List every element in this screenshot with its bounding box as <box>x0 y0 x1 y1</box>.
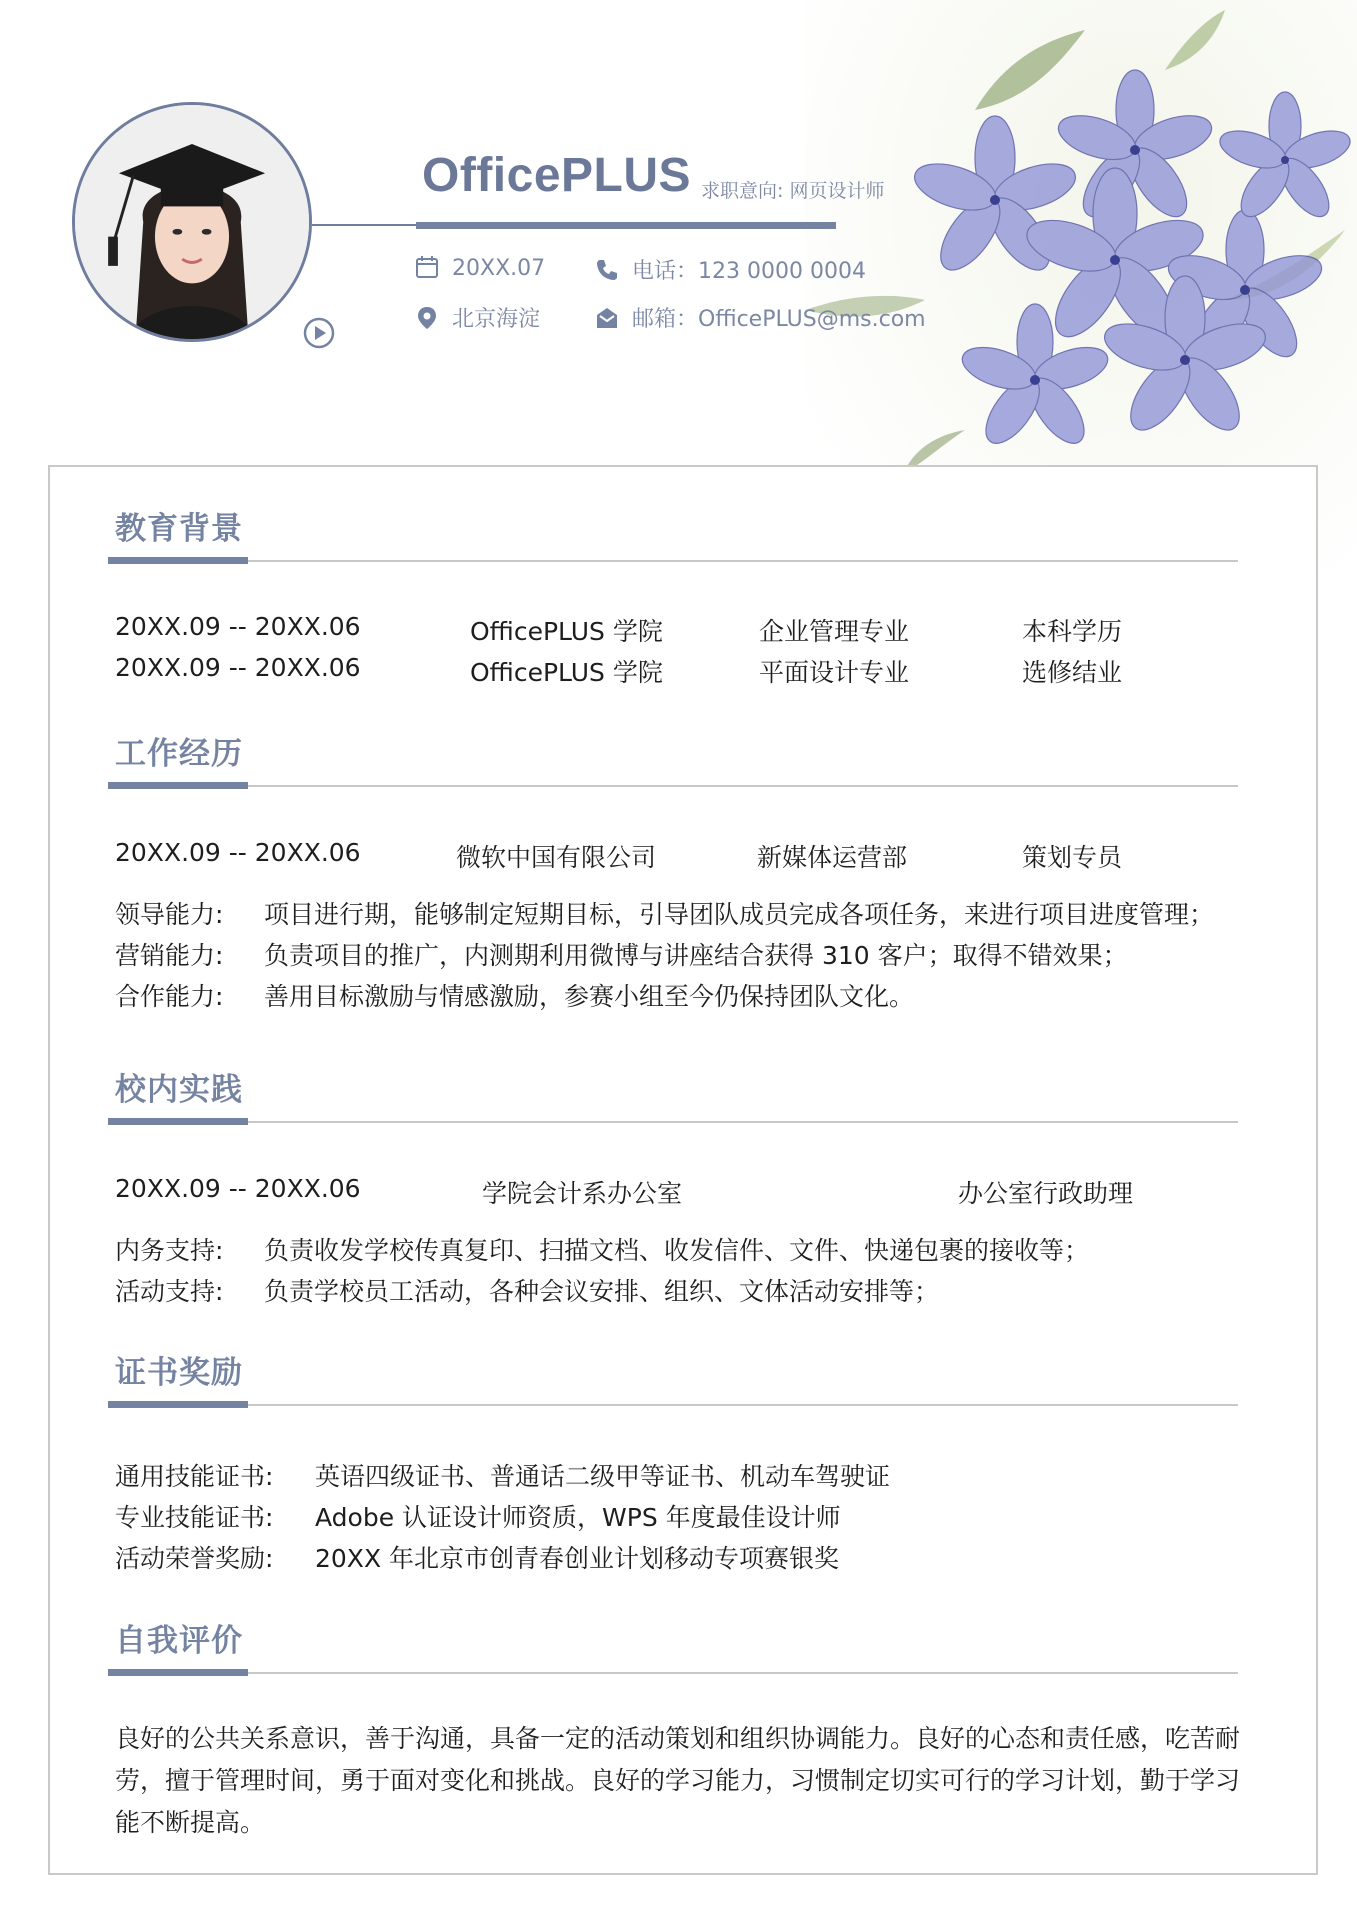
section-bar <box>108 1118 248 1125</box>
section-divider <box>248 1672 1238 1674</box>
phone-info <box>594 254 866 285</box>
work-position: 策划专员 <box>1022 843 1123 872</box>
cert-label: 通用技能证书: <box>115 1462 274 1491</box>
candidate-name: OfficePLUS <box>422 149 692 202</box>
location-pin-icon <box>414 305 440 331</box>
mail-icon <box>594 305 620 331</box>
work-period: 20XX.09 -- 20XX.06 <box>115 838 361 867</box>
campus-position: 办公室行政助理 <box>958 1179 1134 1208</box>
section-divider <box>248 1404 1238 1406</box>
profile-photo <box>72 102 312 342</box>
email-info <box>594 302 926 333</box>
location-value: 北京海淀 <box>452 307 541 332</box>
section-bar <box>108 1669 248 1676</box>
work-company: 微软中国有限公司 <box>456 843 657 872</box>
section-divider <box>248 785 1238 787</box>
work-item-text: 善用目标激励与情感激励，参赛小组至今仍保持团队文化。 <box>264 982 915 1011</box>
section-title-self: 自我评价 <box>115 1623 243 1659</box>
birth-date-value: 20XX.07 <box>452 256 546 281</box>
section-title-certs: 证书奖励 <box>115 1355 243 1391</box>
campus-item-label: 活动支持: <box>115 1277 224 1306</box>
section-bar <box>108 782 248 789</box>
work-item-label: 营销能力: <box>115 941 224 970</box>
edu-degree: 本科学历 <box>1022 617 1123 646</box>
phone-value: 电话：123 0000 0004 <box>632 259 866 284</box>
self-evaluation-line: 劳，擅于管理时间，勇于面对变化和挑战。良好的学习能力，习惯制定切实可行的学习计划，勤于学习 <box>115 1766 1241 1795</box>
section-divider <box>248 1121 1238 1123</box>
campus-item-label: 内务支持: <box>115 1236 224 1265</box>
section-bar <box>108 1401 248 1408</box>
edu-period: 20XX.09 -- 20XX.06 <box>115 653 361 682</box>
self-evaluation-line: 能不断提高。 <box>115 1808 266 1837</box>
campus-item-text: 负责学校员工活动，各种会议安排、组织、文体活动安排等； <box>264 1277 940 1306</box>
calendar-icon <box>414 254 440 280</box>
cert-label: 专业技能证书: <box>115 1503 274 1532</box>
job-intent: 求职意向: 网页设计师 <box>701 180 885 202</box>
edu-major: 平面设计专业 <box>759 658 910 687</box>
phone-icon <box>594 257 620 283</box>
work-department: 新媒体运营部 <box>757 843 908 872</box>
section-divider <box>248 560 1238 562</box>
cert-label: 活动荣誉奖励: <box>115 1544 274 1573</box>
name-underline <box>416 222 836 229</box>
work-item-text: 负责项目的推广，内测期利用微博与讲座结合获得 310 客户；取得不错效果； <box>264 941 1128 970</box>
edu-school: OfficePLUS 学院 <box>470 617 663 646</box>
edu-school: OfficePLUS 学院 <box>470 658 663 687</box>
cert-text: Adobe 认证设计师资质，WPS 年度最佳设计师 <box>315 1503 841 1532</box>
work-item-label: 领导能力: <box>115 900 224 929</box>
section-title-campus: 校内实践 <box>115 1072 243 1108</box>
campus-org: 学院会计系办公室 <box>482 1179 683 1208</box>
edu-major: 企业管理专业 <box>759 617 910 646</box>
section-bar <box>108 557 248 564</box>
campus-period: 20XX.09 -- 20XX.06 <box>115 1174 361 1203</box>
birth-date <box>414 254 545 281</box>
section-title-work: 工作经历 <box>115 736 243 772</box>
cert-text: 20XX 年北京市创青春创业计划移动专项赛银奖 <box>315 1544 840 1573</box>
work-item-label: 合作能力: <box>115 982 224 1011</box>
cert-text: 英语四级证书、普通话二级甲等证书、机动车驾驶证 <box>315 1462 891 1491</box>
section-title-education: 教育背景 <box>115 511 243 547</box>
location-info <box>414 302 540 333</box>
self-evaluation-paragraph <box>115 1718 1250 1844</box>
header-connector-line <box>312 224 417 226</box>
work-item-text: 项目进行期，能够制定短期目标，引导团队成员完成各项任务，来进行项目进度管理； <box>264 900 1215 929</box>
edu-period: 20XX.09 -- 20XX.06 <box>115 612 361 641</box>
self-evaluation-line: 良好的公共关系意识，善于沟通，具备一定的活动策划和组织协调能力。良好的心态和责任感，吃苦耐 <box>115 1724 1241 1753</box>
edu-degree: 选修结业 <box>1022 658 1123 687</box>
campus-item-text: 负责收发学校传真复印、扫描文档、收发信件、文件、快递包裹的接收等； <box>264 1236 1090 1265</box>
email-value: 邮箱：OfficePLUS@ms.com <box>632 307 926 332</box>
play-icon[interactable] <box>302 316 336 350</box>
